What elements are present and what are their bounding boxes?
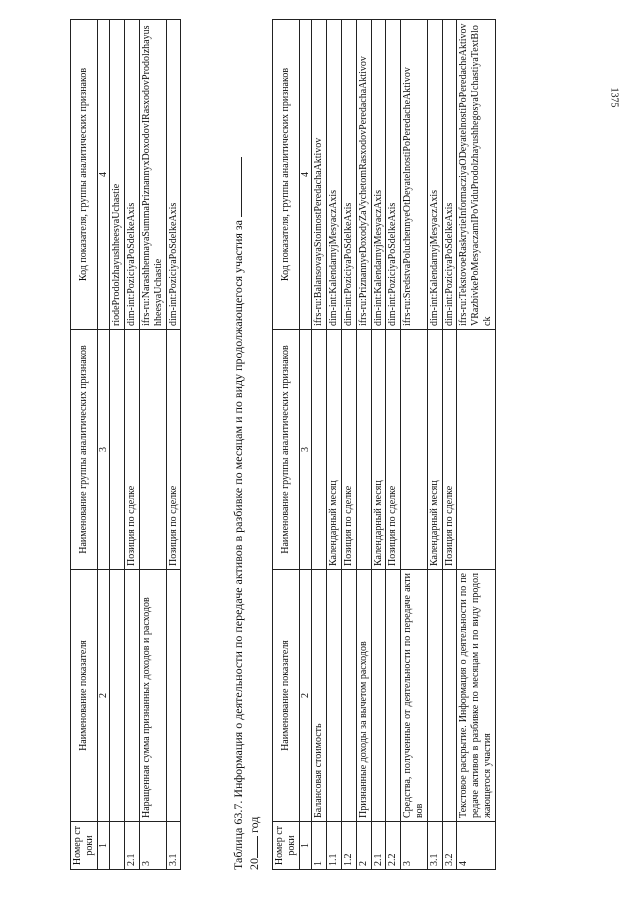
group-name: Календарный месяц [327,330,342,570]
group-name: Позиция по сделке [386,330,401,570]
group-name: Позиция по сделке [341,330,356,570]
indicator-code: dim-int:PoziciyaPoSdelkeAxis [125,20,140,330]
group-name: Календарный месяц [427,330,442,570]
indicator-name [110,570,125,822]
indicator-code: dim-int:KalendarnyjMesyaczAxis [371,20,386,330]
row-number: 2 [356,822,371,870]
header-row-number: Номер строки [71,822,98,870]
row-number: 4 [457,822,495,870]
indicator-code: ifrs-ru:BalansovayaStoimostPeredachaAktivov [312,20,327,330]
indicator-code: riodeProdolzhayushheesyaUchastie [110,20,125,330]
table-row [341,20,356,870]
row-number [110,822,125,870]
row-number: 3 [139,822,166,870]
group-name [401,330,428,570]
table-caption [230,20,262,870]
col-number: 2 [97,570,110,822]
table-row [386,20,401,870]
row-number: 2.1 [371,822,386,870]
row-number: 1.1 [327,822,342,870]
row-number: 1.2 [341,822,356,870]
col-number: 3 [97,330,110,570]
table-row [166,20,181,870]
row-number: 2.1 [125,822,140,870]
table-row [327,20,342,870]
table-row [356,20,371,870]
table-63-7 [272,19,496,870]
caption-year-prefix: 20 [247,858,262,870]
indicator-code: dim-int:PoziciyaPoSdelkeAxis [386,20,401,330]
table-row [442,20,457,870]
col-number: 4 [299,20,312,330]
col-number: 2 [299,570,312,822]
group-name: Календарный месяц [371,330,386,570]
rotated-page-content [70,20,640,870]
table-row [139,20,166,870]
caption-year-blank [257,836,258,858]
row-number: 3.2 [442,822,457,870]
page-number: 1375 [608,87,620,108]
row-number: 1 [312,822,327,870]
indicator-name [341,570,356,822]
group-name: Позиция по сделке [442,330,457,570]
indicator-name [427,570,442,822]
table-row [110,20,125,870]
indicator-code: dim-int:KalendarnyjMesyaczAxis [427,20,442,330]
group-name [110,330,125,570]
indicator-code: ifrs-ru:SredstvaPoluchennyeOtDeyatelnostiPoPeredacheAktivov [401,20,428,330]
row-number: 3.1 [427,822,442,870]
table-row [427,20,442,870]
group-name [457,330,495,570]
header-group-name: Наименование группы аналитических признаков [71,330,98,570]
group-name: Позиция по сделке [125,330,140,570]
column-number-row [97,20,110,870]
table-row [371,20,386,870]
indicator-name [166,570,181,822]
column-number-row [299,20,312,870]
indicator-name: Наращенная сумма признанных доходов и расходов [139,570,166,822]
col-number: 1 [299,822,312,870]
indicator-code: ifrs-ru:TekstovoeRaskrytieInformacziyaODeyatelnostiPoPeredacheAktivovVRazbivkePoMesyaczamIPoViduProdolzhayushhegosyaUchastiyaTextBlock [457,20,495,330]
group-name [356,330,371,570]
group-name [139,330,166,570]
table-row [125,20,140,870]
indicator-code: ifrs-ru:NarashhennayaSummaPriznannyxDoxodovIRasxodovProdolzhayushheesyaUchastie [139,20,166,330]
col-number: 3 [299,330,312,570]
indicator-name [442,570,457,822]
header-code: Код показателя, группы аналитических признаков [71,20,98,330]
group-name [312,330,327,570]
indicator-code: dim-int:PoziciyaPoSdelkeAxis [442,20,457,330]
header-group-name: Наименование группы аналитических признаков [273,330,300,570]
col-number: 4 [97,20,110,330]
header-code: Код показателя, группы аналитических признаков [273,20,300,330]
col-number: 1 [97,822,110,870]
indicator-name [125,570,140,822]
indicator-name [371,570,386,822]
indicator-name: Балансовая стоимость [312,570,327,822]
indicator-name: Признанные доходы за вычетом расходов [356,570,371,822]
row-number: 2.2 [386,822,401,870]
indicator-name [327,570,342,822]
table-header-row [273,20,300,870]
indicator-code: dim-int:KalendarnyjMesyaczAxis [327,20,342,330]
indicator-name [386,570,401,822]
group-name: Позиция по сделке [166,330,181,570]
indicator-code: dim-int:PoziciyaPoSdelkeAxis [341,20,356,330]
header-indicator-name: Наименование показателя [273,570,300,822]
indicator-code: dim-int:PoziciyaPoSdelkeAxis [166,20,181,330]
caption-year-suffix: год [247,816,262,833]
caption-line-1: Таблица 63.7. Информация о деятельности по передаче активов в разбивке по месяцам и по виду продолжающегося участия за [231,220,245,870]
caption-year-blank [241,157,242,217]
table-row [401,20,428,870]
indicator-name: Средства, полученные от деятельности по передаче активов [401,570,428,822]
table-63-6-continued [70,19,181,870]
row-number: 3 [401,822,428,870]
table-row [312,20,327,870]
indicator-name: Текстовое раскрытие. Информация о деятельности по передаче активов в разбивке по месяцам и по виду продолжающегося участия [457,570,495,822]
table-header-row [71,20,98,870]
indicator-code: ifrs-ru:PriznannyeDoxodyZaVychetomRasxodovPeredachaAktivov [356,20,371,330]
row-number: 3.1 [166,822,181,870]
table-row [457,20,495,870]
header-indicator-name: Наименование показателя [71,570,98,822]
header-row-number: Номер строки [273,822,300,870]
